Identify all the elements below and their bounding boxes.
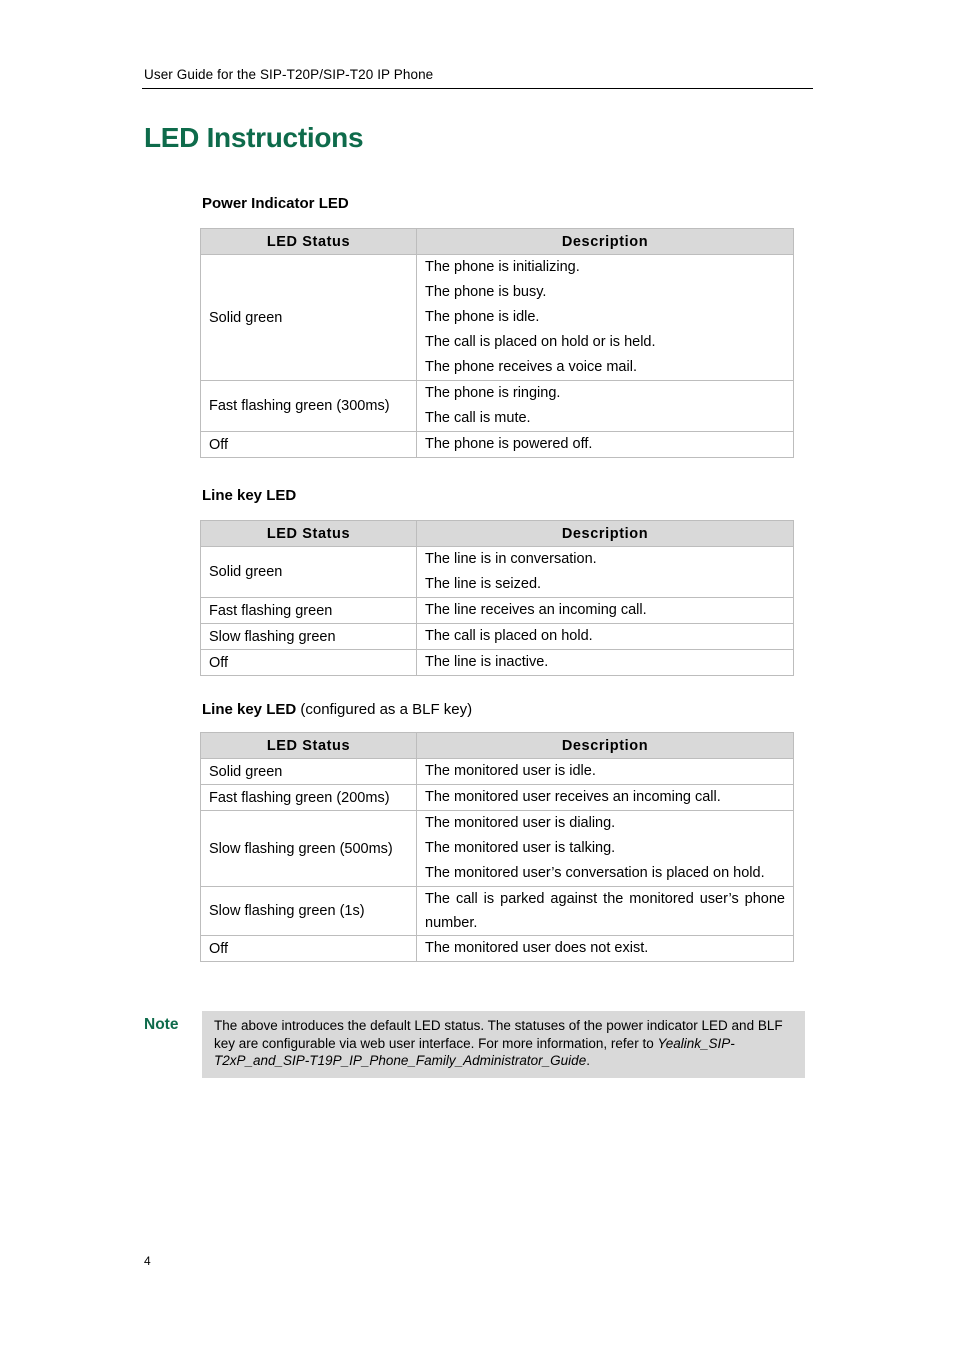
description-line: The phone is busy.	[425, 284, 547, 300]
description-line: The phone is ringing.	[425, 385, 561, 401]
description-line: The monitored user’s conversation is placed on hold.	[425, 865, 765, 881]
table-row	[201, 381, 794, 432]
table-header-row	[201, 521, 794, 547]
table-row	[201, 547, 794, 598]
led-status-cell: Solid green	[201, 255, 417, 381]
description-line: The call is placed on hold or is held.	[425, 334, 656, 350]
table-row	[201, 598, 794, 624]
description-line: The monitored user does not exist.	[425, 940, 649, 956]
column-header-description: Description	[417, 733, 794, 759]
column-header-description: Description	[417, 229, 794, 255]
section-heading-label: Power Indicator LED	[202, 195, 349, 212]
table-row	[201, 759, 794, 785]
section-heading-suffix: (configured as a BLF key)	[296, 701, 473, 718]
section-heading-line-key	[202, 487, 296, 504]
description-line: The call is parked against the monitored user’s phone number.	[425, 891, 785, 931]
led-status-cell: Fast flashing green (300ms)	[201, 381, 417, 432]
description-cell	[417, 936, 794, 962]
section-heading-label: Line key LED	[202, 701, 297, 718]
description-cell	[417, 759, 794, 785]
table-row	[201, 432, 794, 458]
table-row	[201, 255, 794, 381]
description-cell	[417, 381, 794, 432]
section-heading-power-indicator	[202, 195, 349, 212]
page-number: 4	[144, 1254, 151, 1268]
running-header: User Guide for the SIP-T20P/SIP-T20 IP Phone	[144, 67, 434, 82]
description-line: The monitored user is talking.	[425, 840, 616, 856]
description-line: The monitored user is idle.	[425, 763, 596, 779]
column-header-led-status: LED Status	[201, 521, 417, 547]
description-line: The call is placed on hold.	[425, 628, 593, 644]
table-row	[201, 785, 794, 811]
description-cell	[417, 624, 794, 650]
table-row	[201, 624, 794, 650]
table-row	[201, 936, 794, 962]
led-status-cell: Fast flashing green	[201, 598, 417, 624]
table-row	[201, 650, 794, 676]
blf-key-led-table	[200, 732, 794, 962]
description-line: The phone receives a voice mail.	[425, 359, 637, 375]
description-line: The monitored user is dialing.	[425, 815, 616, 831]
column-header-description: Description	[417, 521, 794, 547]
description-line: The line is inactive.	[425, 654, 549, 670]
description-cell	[417, 887, 794, 936]
description-cell	[417, 650, 794, 676]
description-line: The phone is idle.	[425, 309, 540, 325]
description-line: The line is seized.	[425, 576, 542, 592]
led-status-cell: Slow flashing green (500ms)	[201, 811, 417, 887]
table-header-row	[201, 733, 794, 759]
section-heading-label: Line key LED	[202, 487, 297, 504]
led-status-cell: Solid green	[201, 547, 417, 598]
column-header-led-status: LED Status	[201, 733, 417, 759]
note-label: Note	[144, 1016, 179, 1033]
led-status-cell: Off	[201, 650, 417, 676]
page-title: LED Instructions	[144, 122, 364, 153]
note-suffix: .	[586, 1053, 590, 1068]
header-rule	[142, 88, 813, 89]
table-header-row	[201, 229, 794, 255]
note-reference: Yealink_SIP-T2xP_and_SIP-T19P_IP_Phone_Family_Administrator_Guide	[214, 1035, 735, 1068]
power-indicator-led-table	[200, 228, 794, 458]
table-row	[201, 887, 794, 936]
description-line: The phone is powered off.	[425, 436, 593, 452]
description-line: The line is in conversation.	[425, 551, 597, 567]
description-cell	[417, 432, 794, 458]
line-key-led-table	[200, 520, 794, 676]
description-cell	[417, 785, 794, 811]
description-line: The monitored user receives an incoming call.	[425, 789, 721, 805]
led-status-cell: Fast flashing green (200ms)	[201, 785, 417, 811]
led-status-cell: Off	[201, 936, 417, 962]
description-cell	[417, 811, 794, 887]
description-line: The call is mute.	[425, 410, 531, 426]
note-box	[202, 1011, 805, 1078]
description-cell	[417, 255, 794, 381]
description-line: The phone is initializing.	[425, 259, 580, 275]
led-status-cell: Solid green	[201, 759, 417, 785]
table-row	[201, 811, 794, 887]
description-cell	[417, 598, 794, 624]
section-heading-line-key-blf	[202, 701, 472, 718]
column-header-led-status: LED Status	[201, 229, 417, 255]
description-cell	[417, 547, 794, 598]
note-text: The above introduces the default LED status. The statuses of the power indicator LED and BLF key are configurable via web user interface. For more information, refer to	[214, 1018, 783, 1051]
description-line: The line receives an incoming call.	[425, 602, 647, 618]
led-status-cell: Slow flashing green (1s)	[201, 887, 417, 936]
led-status-cell: Slow flashing green	[201, 624, 417, 650]
led-status-cell: Off	[201, 432, 417, 458]
